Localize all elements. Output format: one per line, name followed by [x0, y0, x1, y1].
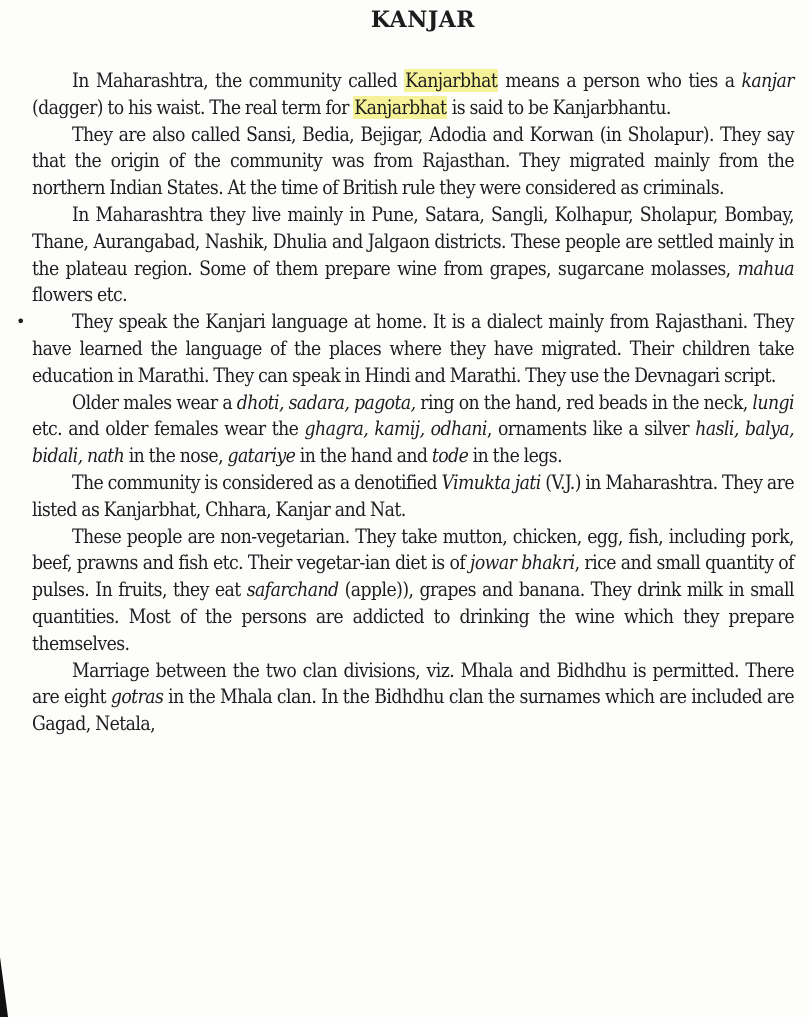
italic-term: Vimukta jati [441, 470, 541, 494]
bullet-paragraph-wrapper [16, 309, 794, 389]
italic-term: mahua [737, 256, 794, 280]
text-run: flowers etc. [32, 283, 128, 307]
text-run: The community is considered as a denotified [72, 470, 442, 494]
paragraph-status [32, 470, 794, 524]
italic-term: gatariye [227, 444, 296, 468]
paragraph-diet [32, 524, 794, 658]
text-run: In Maharashtra they live mainly in Pune, Satara, Sangli, Kolhapur, Sholapur, Bombay, Thane, Aurangabad, Nashik, Dhulia and Jalgaon districts. These people are settled mainly in the plateau region. Some of them prepare wine from grapes, sugarcane molasses, [32, 202, 794, 280]
text-run: Marriage between the two clan divisions, viz. Mhala and Bidhdhu is permitted. There are eight [32, 658, 794, 709]
text-run: means a person who ties a [498, 69, 742, 92]
paragraph-other-names [32, 122, 794, 202]
italic-term: dhoti, sadara, pagota, [236, 390, 416, 414]
paragraph-origin-name [32, 68, 794, 122]
italic-term: kanjar [741, 69, 794, 92]
italic-term: hasli, balya, bidali, nath [32, 417, 794, 468]
italic-term: jowar bhakri [470, 551, 575, 575]
text-run: Older males wear a [72, 390, 237, 414]
text-run: etc. and older females wear the [32, 417, 305, 441]
scan-edge-shadow [0, 957, 8, 1017]
text-run: (apple)), grapes and banana. They drink milk in small quantities. Most of the persons are addicted to drinking the wine which they prepare themselves. [32, 578, 794, 655]
italic-term: tode [431, 444, 469, 468]
italic-term: gotras [110, 685, 164, 709]
italic-term: ghagra, kamij, odhani [304, 417, 487, 441]
text-run: ring on the hand, red beads in the neck, [415, 390, 753, 414]
text-run: , rice and small quantity of pulses. In fruits, they eat [32, 551, 794, 602]
text-run: (dagger) to his waist. The real term for [32, 95, 354, 119]
text-run: in the hand and [295, 444, 432, 468]
highlighted-term: Kanjarbhat [354, 95, 447, 119]
text-run: , ornaments like a silver [486, 417, 696, 441]
paragraph-clothing [32, 390, 794, 470]
text-run: in the nose, [124, 444, 228, 468]
page-title: KANJAR [370, 7, 476, 33]
italic-term: lungi [752, 390, 794, 414]
paragraph-distribution [32, 202, 794, 309]
bullet-icon: • [16, 312, 26, 332]
text-run: They speak the Kanjari language at home. It is a dialect mainly from Rajasthani. They have learned the language of the places where they have migrated. Their children take education in Marathi. They can speak in Hindi and Marathi. They use the Devnagari script. [32, 310, 794, 387]
text-run: is said to be Kanjarbhantu. [447, 95, 671, 119]
text-run: They are also called Sansi, Bedia, Bejigar, Adodia and Korwan (in Sholapur). They say that the origin of the community was from Rajasthan. They migrated mainly from the northern Indian States. At the time of British rule they were considered as criminals. [32, 122, 794, 200]
text-run: in the Mhala clan. In the Bidhdhu clan the surnames which are included are Gagad, Netala, [32, 685, 794, 736]
paragraph-marriage [32, 658, 794, 738]
text-run: In Maharashtra, the community called [72, 69, 405, 92]
text-run: These people are non-vegetarian. They take mutton, chicken, egg, fish, including pork, beef, prawns and fish etc. Their vegetar-ian diet is of [32, 524, 794, 575]
text-run: in the legs. [468, 444, 563, 468]
document-page [16, 0, 794, 738]
text-run: (V.J.) in Maharashtra. They are listed as Kanjarbhat, Chhara, Kanjar and Nat. [32, 470, 794, 521]
italic-term: safarchand [246, 578, 339, 602]
highlighted-term: Kanjarbhat [405, 69, 498, 92]
paragraph-language [32, 309, 794, 389]
